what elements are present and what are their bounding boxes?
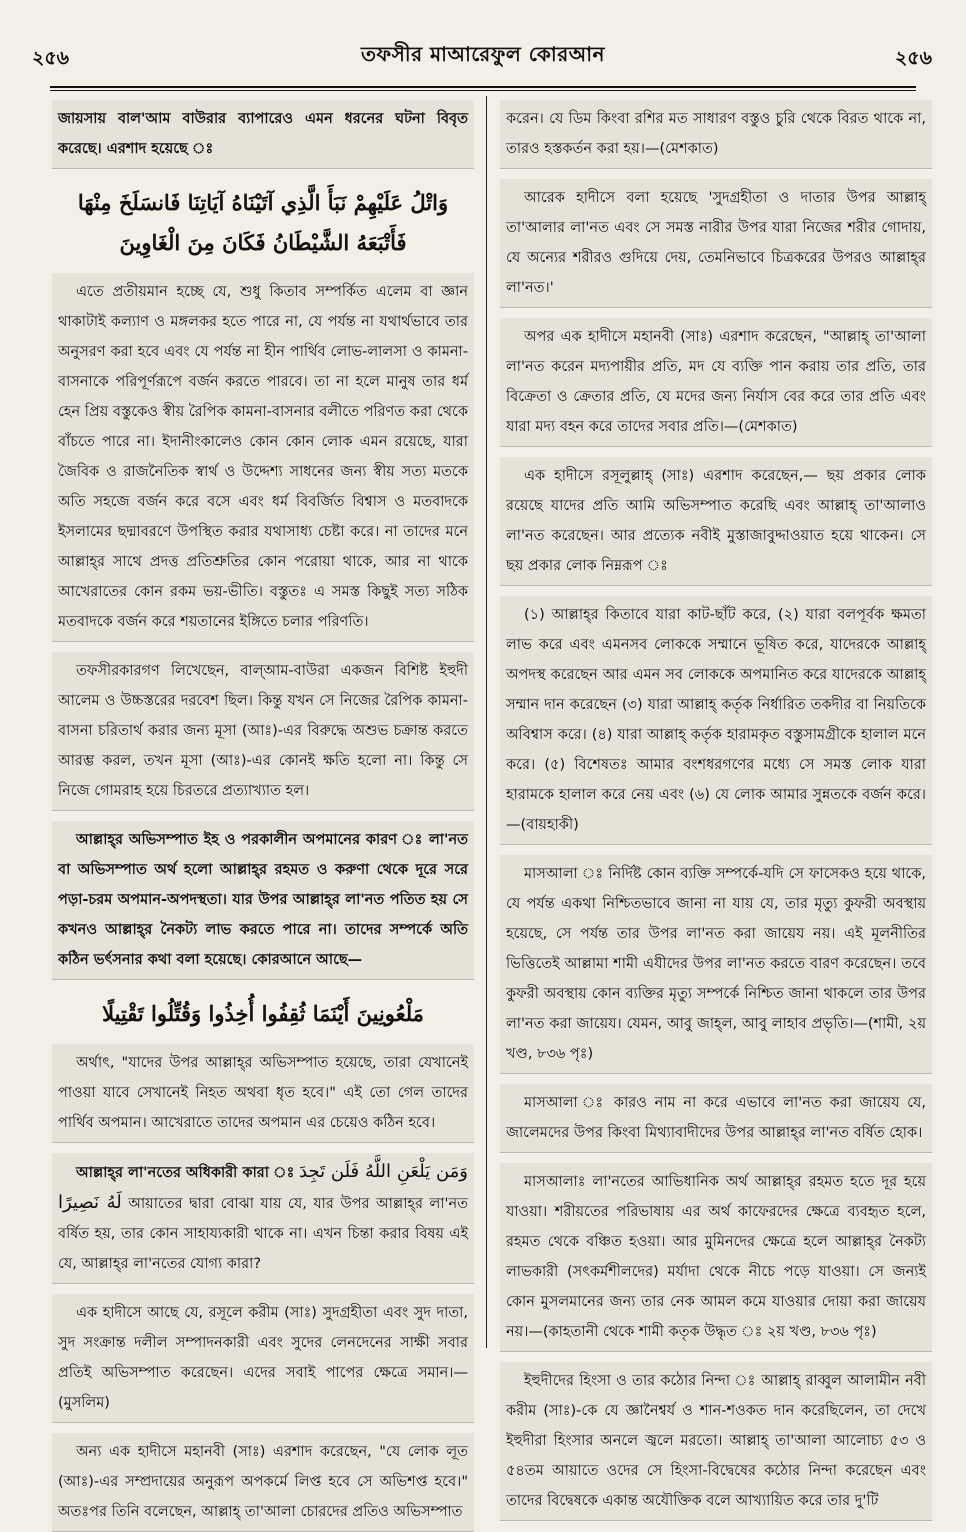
paragraph: এক হাদীসে রসূলুল্লাহ্ (সাঃ) এরশাদ করেছেন,— ছয় প্রকার লোক রয়েছে যাদের প্রতি আমি অভিসম্পাত করেছি এবং আল্লাহ্ তা'আলাও লা'নত করেছেন। আর প্রত্যেক নবীই মুস্তাজাবুদ্দাওয়াত হয়ে থাকেন। সে ছয় প্রকার লোক নিম্নরূপ ঃ — [500, 457, 932, 586]
section-paragraph — [52, 1153, 474, 1284]
header-rule — [50, 86, 916, 88]
running-title: তফসীর মাআরেফুল কোরআন — [361, 41, 605, 66]
page-number-right: ২৫৬ — [894, 47, 932, 69]
paragraph: অন্য এক হাদীসে মহানবী (সাঃ) এরশাদ করেছেন, "যে লোক লূত (আঃ)-এর সম্প্রদায়ের অনুরূপ অপকর্মে লিপ্ত হবে সে অভিশপ্ত হবে।" অতঃপর তিনি বলেছেন, আল্লাহ্ তা'আলা চোরদের প্রতিও অভিসম্পাত — [52, 1433, 474, 1532]
paragraph: (১) আল্লাহ্‌র কিতাবে যারা কাট-ছাঁট করে, (২) যারা বলপূর্বক ক্ষমতা লাভ করে এবং এমনসব লোককে সম্মানে ভূষিত করে, যাদেরকে আল্লাহ্ অপদস্থ করেছেন আর এমন সব লোককে অপমানিত করে যাদেরকে আল্লাহ্ সম্মান দান করেছেন (৩) যারা আল্লাহ্ কর্তৃক নির্ধারিত তকদীর বা নিয়তিকে অবিশ্বাস করে। (৪) যারা আল্লাহ্ কর্তৃক হারামকৃত বস্তুসামগ্রীকে হালাল মনে করে। (৫) বিশেষতঃ আমার বংশধরগণের মধ্যে সে সমস্ত লোক যারা হারামকে হালাল করে নেয় এবং (৬) যে লোক আমার সুন্নতকে বর্জন করে।—(বায়হাকী) — [500, 596, 932, 845]
arabic-verse: مَلْعُونِينَ أَيْنَمَا ثُقِفُوا أُخِذُوا وَقُتِّلُوا تَقْتِيلًا — [102, 1001, 424, 1026]
page-number-left: ২৫৬ — [32, 47, 70, 69]
paragraph: অর্থাৎ, "যাদের উপর আল্লাহ্‌র অভিসম্পাত হয়েছে, তারা যেখানেই পাওয়া যাবে সেখানেই নিহত অথবা ধৃত হবে।" এই তো গেল তাদের পার্থিব অপমান। আখেরাতে তাদের অপমান এর চেয়েও কঠিন হবে। — [52, 1044, 474, 1143]
left-column — [52, 100, 474, 1520]
column-divider — [486, 96, 487, 1348]
right-column — [500, 100, 932, 1509]
paragraph: অপর এক হাদীসে মহানবী (সাঃ) এরশাদ করেছেন, "আল্লাহ্ তা'আলা লা'নত করেন মদ্যপায়ীর প্রতি, মদ যে ব্যক্তি পান করায় তার প্রতি, তার বিক্রেতা ও ক্রেতার প্রতি, যে মদের জন্য নির্যাস বের করে তার প্রতি এবং যারা মদ্য বহন করে তাদের সবার প্রতি।—(মেশকাত) — [500, 318, 932, 447]
paragraph: করেন। যে ডিম কিংবা রশির মত সাধারণ বস্তুও চুরি থেকে বিরত থাকে না, তারও হস্তকর্তন করা হয়।—(মেশকাত) — [500, 100, 932, 169]
masala-paragraph: মাসআলা ঃ কারও নাম না করে এভাবে লা'নত করা জায়েয যে, জালেমদের উপর কিংবা মিথ্যাবাদীদের উপর আল্লাহ্‌র লা'নত বর্ষিত হোক। — [500, 1084, 932, 1153]
masala-paragraph: মাসআলা ঃ নির্দিষ্ট কোন ব্যক্তি সম্পর্কে-যদি সে ফাসেকও হয়ে থাকে, যে পর্যন্ত একথা নিশ্চিতভাবে জানা না যায় যে, তার মৃত্যু কুফরী অবস্থায় হয়েছে, সে পর্যন্ত তার উপর লা'নত করা জায়েয নয়। এই মূলনীতির ভিত্তিতেই আল্লামা শামী এযীদের উপর লা'নত করতে বারণ করেছেন। তবে কুফরী অবস্থায় কোন ব্যক্তির মৃত্যু সম্পর্কে নিশ্চিত জানা থাকলে তার উপর লা'নত করা জায়েয। যেমন, আবু জাহ্‌ল, আবু লাহাব প্রভৃতি।—(শামী, ২য় খণ্ড, ৮৩৬ পৃঃ) — [500, 855, 932, 1074]
section-heading: আল্লাহ্‌র লা'নতের অধিকারী কারা ঃ — [76, 1165, 295, 1181]
paragraph: জায়সায় বাল'আম বাউরার ব্যাপারেও এমন ধরনের ঘটনা বিবৃত করেছে। এরশাদ হয়েছে ঃ — [52, 100, 474, 169]
paragraph: এক হাদীসে আছে যে, রসূলে করীম (সাঃ) সুদগ্রহীতা এবং সুদ দাতা, সুদ সংক্রান্ত দলীল সম্পাদনকারী এবং সুদের লেনদেনের সাক্ষী সবার প্রতিই অভিসম্পাত করেছেন। এদের সবাই পাপের ক্ষেত্রে সমান।—(মুসলিম) — [52, 1294, 474, 1423]
paragraph: আরেক হাদীসে বলা হয়েছে 'সুদগ্রহীতা ও দাতার উপর আল্লাহ্ তা'আলার লা'নত এবং সে সমস্ত নারীর উপর যারা নিজের শরীর গোদায়, যে অন্যের শরীরও গুদিয়ে দেয়, তেমনিভাবে চিত্রকরের উপরও আল্লাহ্‌র লা'নত।' — [500, 179, 932, 308]
paragraph: তফসীরকারগণ লিখেছেন, বাল্‌আম-বাউরা একজন বিশিষ্ট ইহুদী আলেম ও উচ্চস্তরের দরবেশ ছিল। কিন্তু যখন সে নিজের রৈপিক কামনা-বাসনা চরিতার্থ করার জন্য মূসা (আঃ)-এর বিরুদ্ধে অশুভ চক্রান্ত করতে আরম্ভ করল, তখন মূসা (আঃ)-এর কোনই ক্ষতি হলো না। কিন্তু সে নিজে গোমরাহ হয়ে চিরতরে প্রত্যাখ্যাত হল। — [52, 652, 474, 811]
masala-paragraph: মাসআলাঃ লা'নতের আভিধানিক অর্থ আল্লাহ্‌র রহমত হতে দূর হয়ে যাওয়া। শরীয়তের পরিভাষায় এর অর্থ কাফেরদের ক্ষেত্রে ব্যবহৃত হলে, রহমত থেকে বঞ্চিত হওয়া। আর মুমিনদের ক্ষেত্রে হলে আল্লাহ্‌র নৈকট্য লাভকারী (সৎকর্মশীলদের) মর্যাদা থেকে নীচে পড়ে যাওয়া। সে জন্যই কোন মুসলমানের জন্য তার নেক আমল কমে যাওয়ার দোয়া করা জায়েয নয়।—(কাহতানী থেকে শামী কতৃক উদ্ধৃত ঃ ২য় খণ্ড, ৮৩৬ পৃঃ) — [500, 1163, 932, 1352]
paragraph: এতে প্রতীয়মান হচ্ছে যে, শুধু কিতাব সম্পর্কিত এলেম বা জ্ঞান থাকাটাই কল্যাণ ও মঙ্গলকর হতে পারে না, যে পর্যন্ত না যথার্থভাবে তার অনুসরণ করা হবে এবং যে পর্যন্ত না হীন পার্থিব লোভ-লালসা ও কামনা-বাসনাকে পরিপূর্ণরূপে বর্জন করতে পারবে। তা না হলে মানুষ তার ধর্ম হেন প্রিয় বস্তুকেও স্বীয় রৈপিক কামনা-বাসনার বলীতে পরিণত করা থেকে বাঁচতে পারে না। ইদানীংকালেও কোন কোন লোক এমন রয়েছে, যারা জৈবিক ও রাজনৈতিক স্বার্থ ও উদ্দেশ্য সাধনের জন্য স্বীয় সত্য মতকে অতি সহজে বর্জন করে বসে এবং ধর্ম বিবর্জিত বিশ্বাস ও মতবাদকে ইসলামের ছদ্মাবরণে উপস্থিত করার যথাসাধ্য চেষ্টা করে। না তাদের মনে আল্লাহ্‌র সাথে প্রদত্ত প্রতিশ্রুতির কোন পরোয়া থাকে, আর না থাকে আখেরাতের কোন রকম ভয়-ভীতি। বস্তুতঃ এ সমস্ত কিছুই সত্য সঠিক মতবাদকে বর্জন করে শয়তানের ইঙ্গিতে চলার পরিণতি। — [52, 273, 474, 642]
header-rule-thin — [50, 90, 916, 91]
arabic-inline-verse: وَمَن يَلْعَنِ اللَّهُ فَلَن تَجِدَ لَهُ نَصِيرًا — [58, 1161, 468, 1213]
paragraph-text: আয়াতের দ্বারা বোঝা যায় যে, যার উপর আল্লাহ্‌র লা'নত বর্ষিত হয়, তার কোন সাহায্যকারী থাকে না। এখন চিন্তা করার বিষয় এই যে, আল্লাহ্‌র লা'নতের যোগ্য কারা? — [58, 1196, 469, 1272]
page-header — [20, 30, 946, 82]
section-paragraph: আল্লাহ্‌র অভিসম্পাত ইহ ও পরকালীন অপমানের কারণ ঃ লা'নত বা অভিসম্পাত অর্থ হলো আল্লাহ্‌র রহমত ও করুণা থেকে দূরে সরে পড়া-চরম অপমান-অপদস্থতা। যার উপর আল্লাহ্‌র লা'নত পতিত হয় সে কখনও আল্লাহ্‌র নৈকট্য লাভ করতে পারে না। তাদের সম্পর্কে অতি কঠিন ভর্ৎসনার কথা বলা হয়েছে। কোরআনে আছে— — [52, 821, 474, 980]
arabic-verse: وَاتْلُ عَلَيْهِمْ نَبَأَ الَّذِي آتَيْنَاهُ آيَاتِنَا فَانسَلَخَ مِنْهَا فَأَتْبَعَهُ الشَّيْطَانُ فَكَانَ مِنَ الْغَاوِينَ — [77, 190, 449, 255]
section-paragraph: ইহুদীদের হিংসা ও তার কঠোর নিন্দা ঃ আল্লাহ্ রাব্বুল আলামীন নবী করীম (সাঃ)-কে যে জ্ঞানৈশ্বর্য ও শান-শওকত দান করেছিলেন, তা দেখে ইহুদীরা হিংসার অনলে জ্বলে মরতো। আল্লাহ্ তা'আলা আলোচ্য ৫৩ ও ৫৪তম আয়াতে ওদের সে হিংসা-বিদ্বেষের কঠোর নিন্দা করেছেন এবং তাদের বিদ্বেষকে একান্ত অযৌক্তিক বলে আখ্যায়িত করে তার দু'টি — [500, 1362, 932, 1521]
